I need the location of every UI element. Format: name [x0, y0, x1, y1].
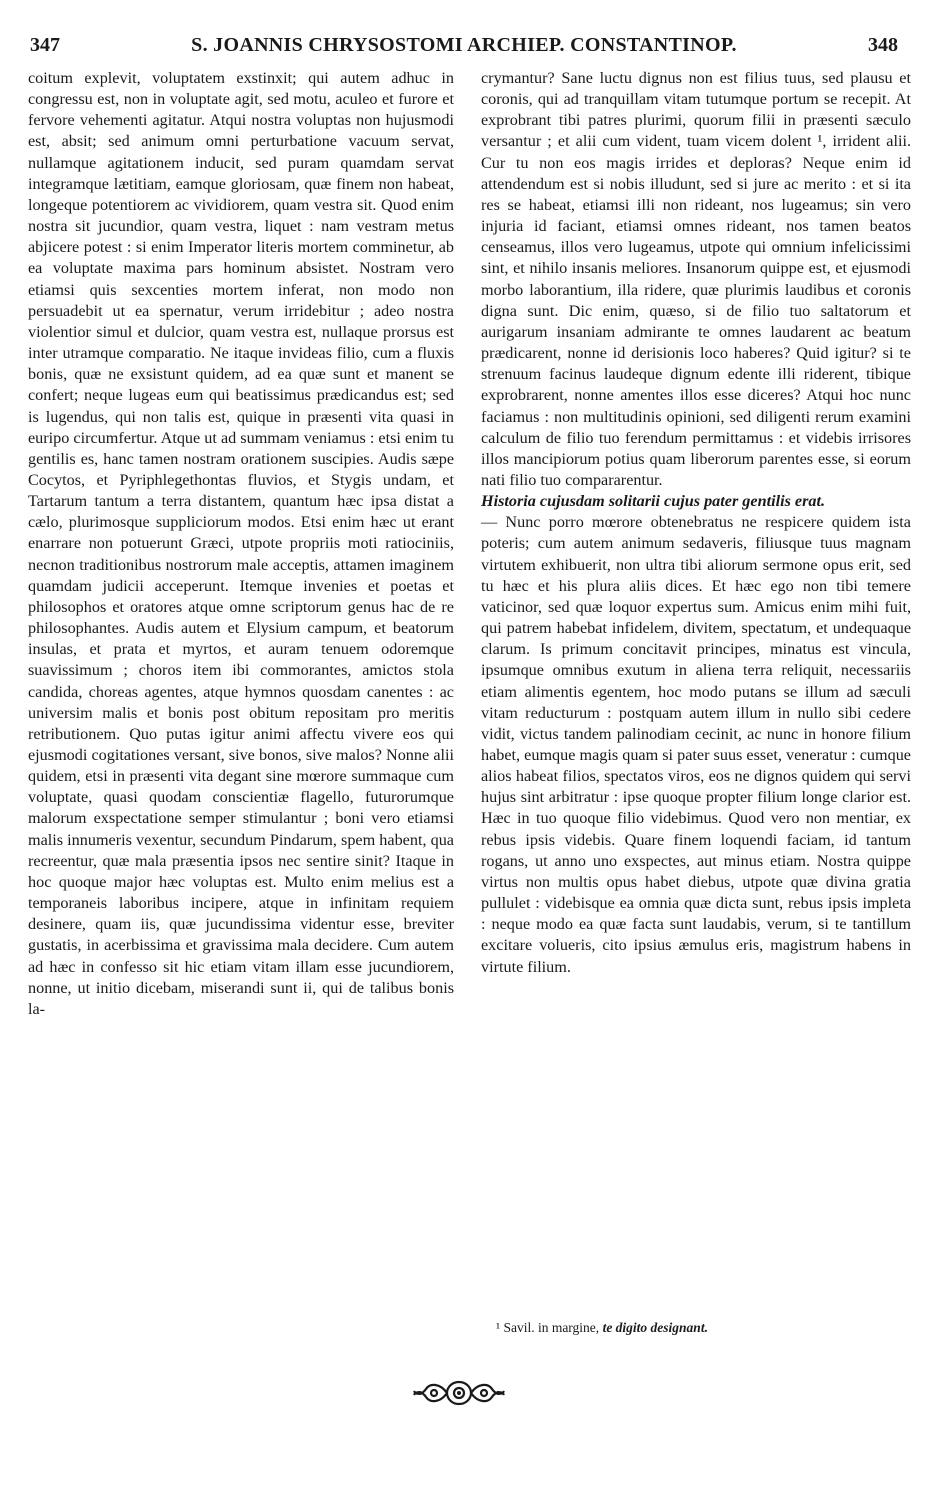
- section-heading: [481, 491, 911, 512]
- page-number-right: 348: [868, 34, 898, 56]
- printer-ornament-icon: [412, 1377, 506, 1409]
- text-column-left: [28, 68, 454, 1020]
- running-title: S. JOANNIS CHRYSOSTOMI ARCHIEP. CONSTANTINOP.: [191, 34, 737, 56]
- footnote: [496, 1320, 708, 1336]
- column-right-paragraph-1: crymantur? Sane luctu dignus non est filius tuus, sed plausu et coronis, qui ad tranquillam vitam tutumque portum se recepit. At exprobrant tibi patres plurimi, quorum filii in præsenti sæculo versantur ; et alii cum vident, tuam vicem dolent ¹, irrident alii. Cur tu non eos magis irrides et deploras? Neque enim id attendendum est si nobis illudunt, sed si jure ac merito : et si ita res se habeat, etiamsi illi non rideant, nos lugeamus; sin vero injuria id faciant, etiamsi omnes rideant, nos tamen beatos censeamus, illos vero lugeamus, utpote qui omnium infelicissimi sint, et nihilo insanis meliores. Insanorum quippe est, et ejusmodi morbo laborantium, illa ridere, quæ plurimis laudibus et coronis digna sunt. Dic enim, quæso, si de filio tuo saltatorum et aurigarum insaniam admirante te omnes laudarent ac beatum prædicarent, nonne id derisionis loco haberes? Quid igitur? si te strenuum facinus laudeque dignum edente illi riderent, tibique exprobrarent, nonne amentes illos esse diceres? Atqui hoc nunc faciamus : non multitudinis opinioni, sed diligenti rerum examini calculum de filio tuo ferendum permittamus : et videbis irrisores illos mancipiorum potius quam liberorum parentes esse, si eorum nati filio tuo compararentur.: [481, 69, 911, 489]
- page-number-left: 347: [30, 34, 60, 56]
- footnote-emphasis: te digito designant.: [602, 1320, 708, 1335]
- footnote-marker: ¹: [496, 1320, 501, 1335]
- section-title: Historia cujusdam solitarii cujus pater gentilis erat.: [481, 492, 826, 511]
- footnote-text: Savil. in margine,: [503, 1320, 600, 1335]
- running-header: [30, 34, 898, 64]
- column-right-paragraph-2: — Nunc porro mœrore obtenebratus ne respicere quidem ista poteris; cum autem animum sedaveris, filiusque tuus magnam virtutem exhibuerit, non ultra tibi aliorum sermone opus erit, sed tu hæc et his plura aliis dices. Et hæc ego non tibi temere vaticinor, sed quæ loquor expertus sum. Amicus enim mihi fuit, qui patrem habebat infidelem, divitem, spectatum, et undequaque clarum. Is primum concitavit principes, minatus est vincula, ipsumque omnibus exutum in aliena terra reliquit, necessariis etiam alimentis egentem, hoc modo putans se illum ad sæculi vitam reducturum : postquam autem illum in nullo sibi cedere vidit, victus tandem palinodiam cecinit, ac nunc in honore filium habet, eumque magis quam si pater suus esset, veneratur : cumque alios habeat filios, spectatos viros, eos ne dignos quidem qui servi hujus sint arbitratur : ipse quoque propter filium longe clarior est. Hæc in tuo quoque filio videbimus. Quod vero non mentiar, ex rebus ipsis videbis. Quare finem loquendi faciam, id tantum rogans, ut anno uno exspectes, aut minus etiam. Nostra quippe virtus non multis opus habet diebus, utpote quæ divina gratia pullulet : videbisque ea omnia quæ dicta sunt, rebus ipsis impleta : neque modo ea quæ facta sunt laudabis, verum, si te tantillum excitare volueris, cito ipsius æmulus eris, magistrum habens in virtute filium.: [481, 513, 911, 976]
- text-column-right: [481, 68, 911, 978]
- column-left-text: coitum explevit, voluptatem exstinxit; qui autem adhuc in congressu est, non in voluptate agit, sed motu, aculeo et furore et fervore vehementi agitatur. Atqui nostra voluptas non hujusmodi est, absit; sed animum omni perturbatione vacuum servat, nullamque agitationem inducit, sed puram quamdam servat integramque lætitiam, eamque gloriosam, quæ finem non habeat, longeque potentiorem ac vividiorem, quam vestra sit. Quod enim nostra sit jucundior, quam vestra, liquet : nam vestram metus abjicere potest : si enim Imperator literis mortem comminetur, ab ea voluptate maxima pars hominum absistet. Nostram vero etiamsi quis sexcenties mortem inferat, non modo non persuadebit ut ea spernatur, verum irridebitur ; adeo nostra violentior simul et dulcior, quam vestra est, nullaque prorsus est inter utramque comparatio. Ne itaque invideas filio, cum a fluxis bonis, quæ ne exsistunt quidem, ad ea quæ sunt et manent se confert; neque lugeas eum qui beatissimus prædicandus est; sed is lugendus, qui non talis est, quique in præsenti vita quasi in euripo circumfertur. Atque ut ad summam veniamus : etsi enim tu gentilis es, hanc tamen nostram orationem suscipies. Audis sæpe Cocytos, et Pyriphlegethontas fluvios, et Stygis undam, et Tartarum tantum a terra distantem, quantum hæc ipsa distat a cælo, plurimosque suppliciorum modos. Etsi enim hæc ut erant enarrare non potuerunt Græci, utpote propriis moti ratiociniis, necnon traditionibus nostrorum male acceptis, attamen imaginem quamdam judicii acceperunt. Itemque invenies et poetas et philosophos et oratores atque omne scriptorum genus hac de re philosophantes. Audis autem et Elysium campum, et beatorum insulas, et prata et myrtos, et auram tenuem odoremque suavissimum ; choros item ibi commorantes, amictos stola candida, choreas agentes, atque hymnos quosdam canentes : ac universim malis et bonis post obitum repositam pro meritis retributionem. Quo putas igitur animi affectu vivere eos qui ejusmodi cogitationes versant, sive bonos, sive malos? Nonne alii quidem, etsi in præsenti vita degant sine mœrore summaque cum voluptate, quasi quodam conscientiæ flagello, futurorumque malorum exspectatione semper stimulantur ; boni vero etiamsi malis innumeris vexentur, secundum Pindarum, spem habent, qua recreentur, quæ mala præsentia ipsos nec sentire sinit? Itaque in hoc quoque major hæc voluptas est. Multo enim melius est a temporaneis laboribus incipere, atque in infinitam requiem desinere, quam iis, quæ jucundissima videntur esse, breviter gustatis, in acerbissima et gravissima mala decidere. Cum autem ad hæc in confesso sit hic etiam vitam illam esse jucundiorem, nonne, ut initio dicebam, miserandi sunt ii, qui de talibus bonis la-: [28, 69, 454, 1018]
